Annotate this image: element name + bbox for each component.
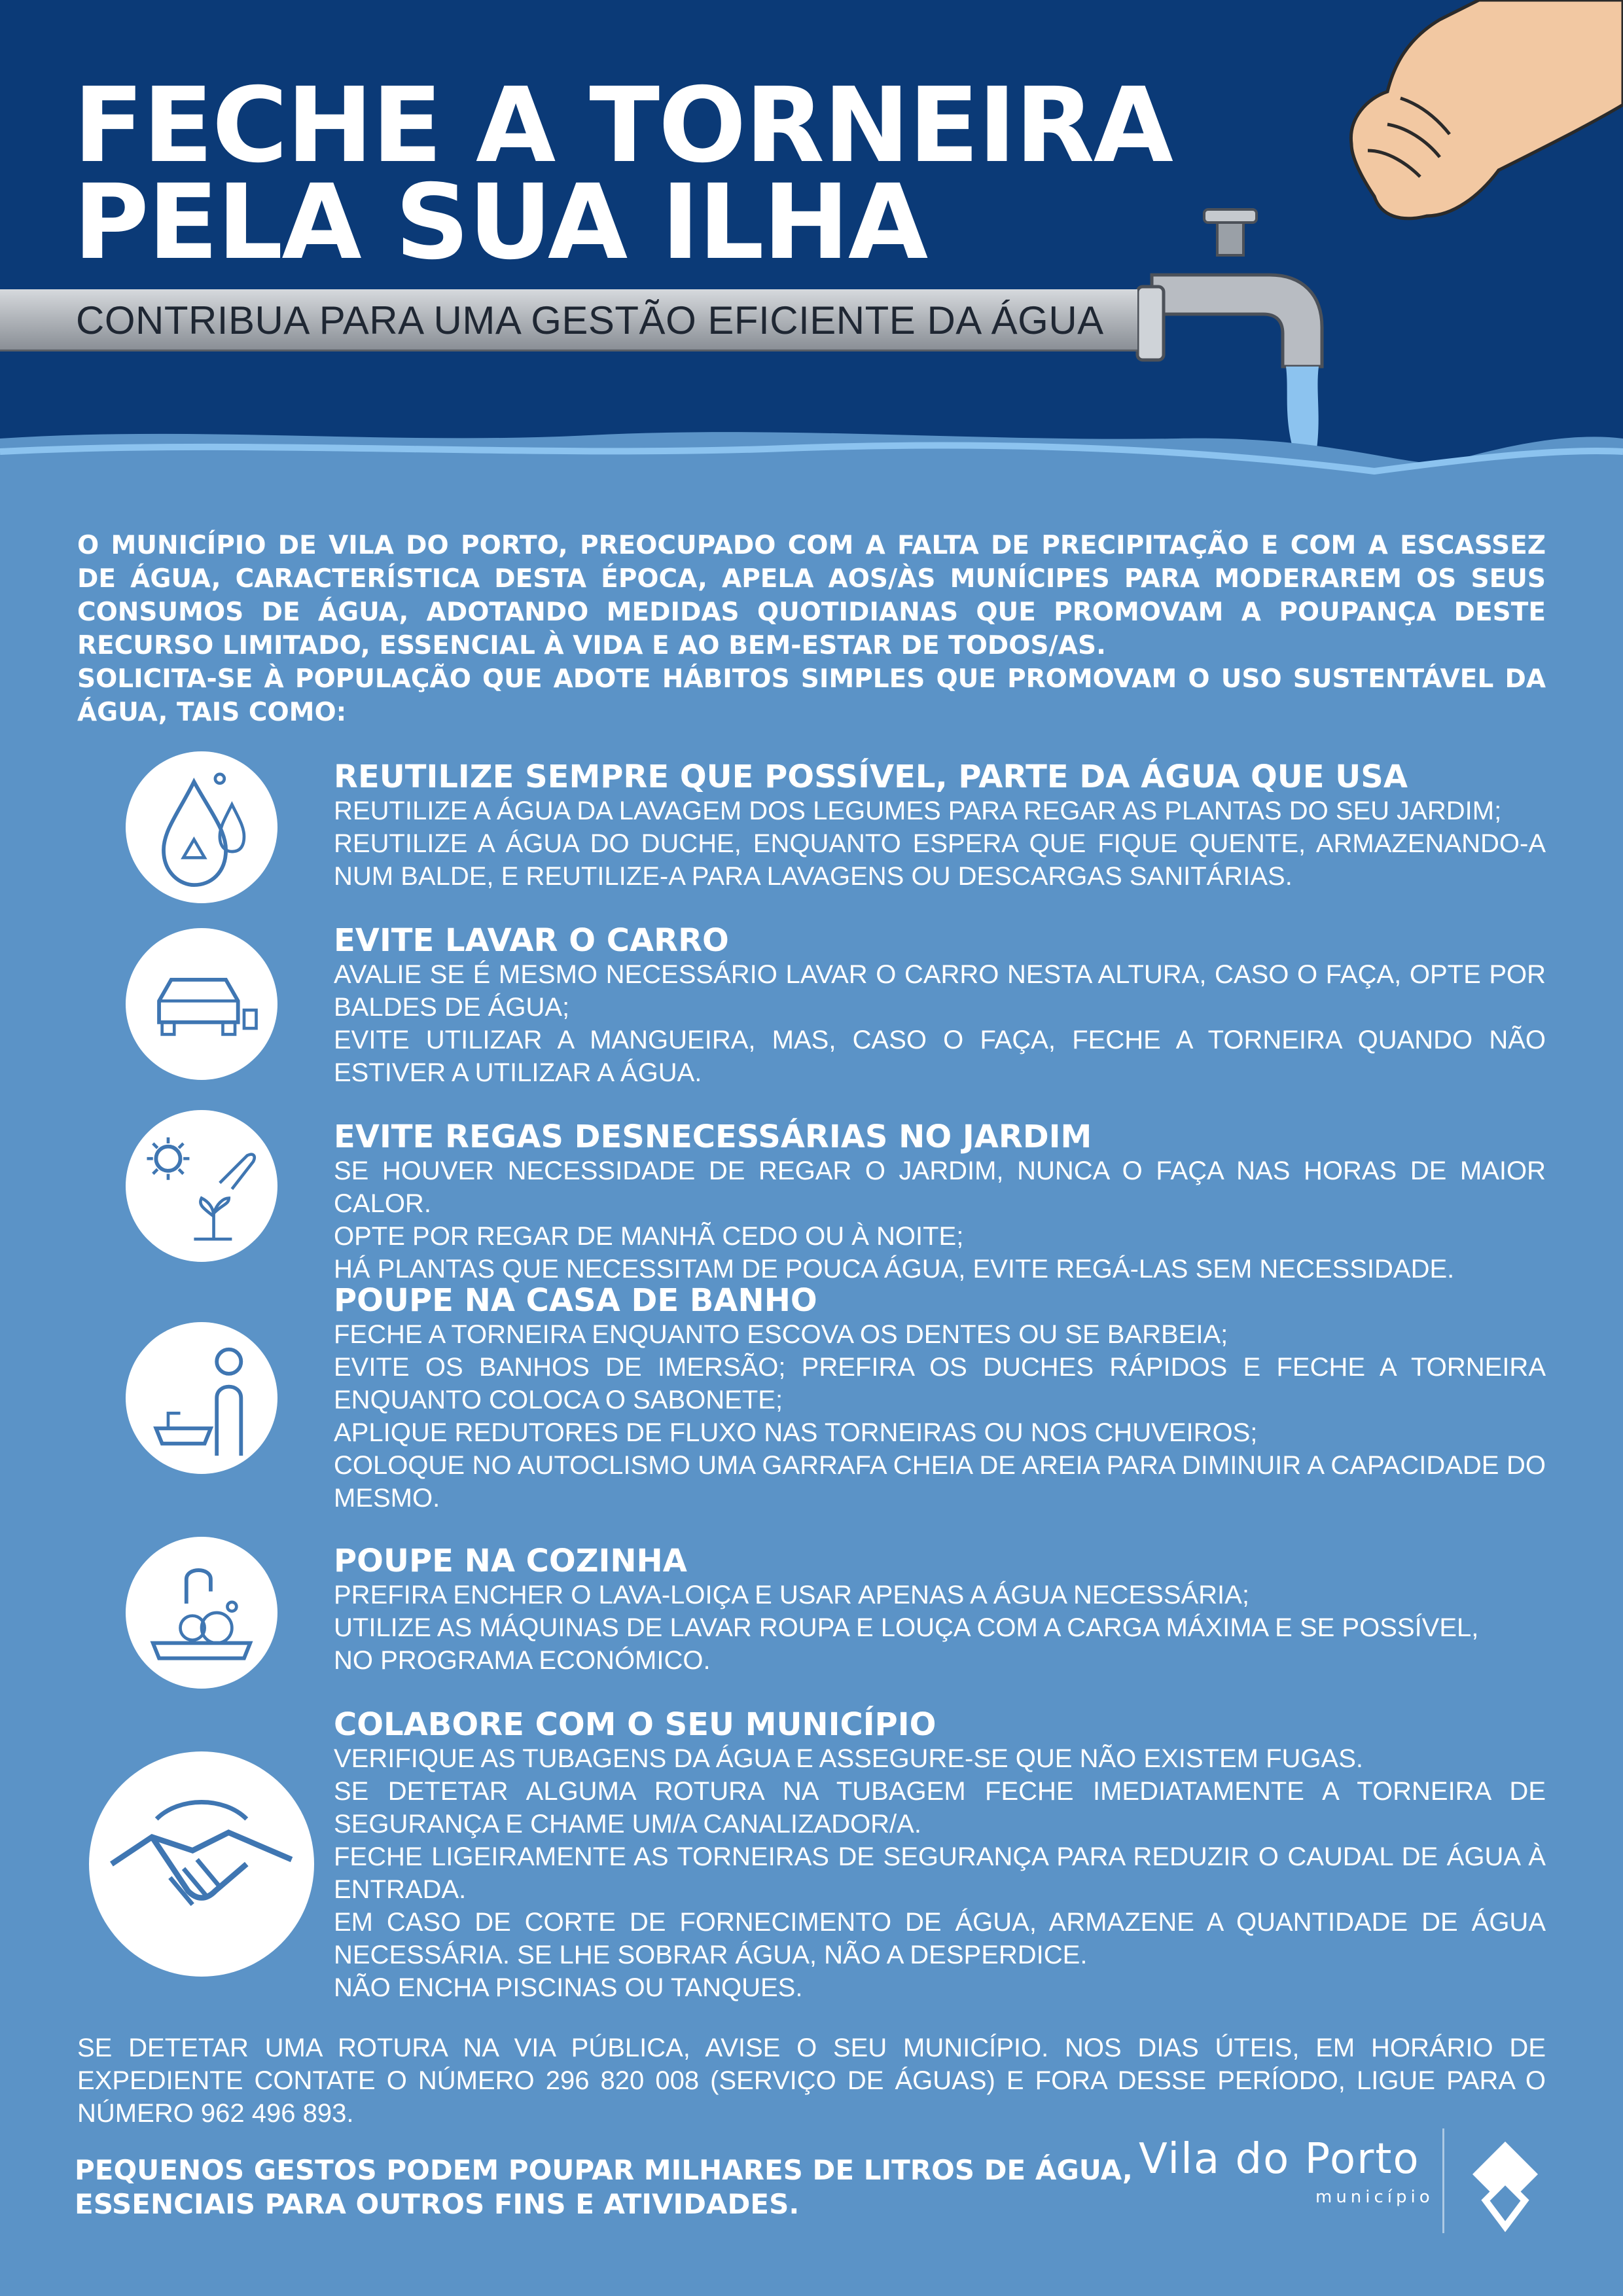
tip-line: EVITE OS BANHOS DE IMERSÃO; PREFIRA OS DUCHES RÁPIDOS E FECHE A TORNEIRA ENQUANTO COLOCA O SABONETE; xyxy=(334,1353,1546,1414)
pipe-banner xyxy=(0,289,1137,351)
report-leak-text: SE DETETAR UMA ROTURA NA VIA PÚBLICA, AVISE O SEU MUNICÍPIO. NOS DIAS ÚTEIS, EM HORÁRIO DE EXPEDIENTE CONTATE O NÚMERO 296 820 008 (SERVIÇO DE ÁGUAS) E FORA DESSE PERÍODO, LIGUE PARA O NÚMERO 962 496 893. xyxy=(77,2034,1546,2128)
tip-line: SE DETETAR ALGUMA ROTURA NA TUBAGEM FECHE IMEDIATAMENTE A TORNEIRA DE SEGURANÇA E CHAME UM/A CANALIZADOR/A. xyxy=(334,1777,1546,1839)
tip-line: REUTILIZE A ÁGUA DO DUCHE, ENQUANTO ESPERA QUE FIQUE QUENTE, ARMAZENANDO-A NUM BALDE, E REUTILIZE-A PARA LAVAGENS OU DESCARGAS SANITÁRIAS. xyxy=(334,829,1546,891)
tip-bathroom xyxy=(334,1283,1546,1515)
logo-name: Vila do Porto xyxy=(1139,2135,1420,2183)
tip-line: PREFIRA ENCHER O LAVA-LOIÇA E USAR APENAS A ÁGUA NECESSÁRIA; xyxy=(334,1581,1249,1609)
tip-title: REUTILIZE SEMPRE QUE POSSÍVEL, PARTE DA ÁGUA QUE USA xyxy=(334,759,1408,795)
closing-message xyxy=(75,2153,1133,2221)
page-title xyxy=(73,65,1172,283)
water-drop-recycle-icon xyxy=(126,751,277,903)
closing-line-2: ESSENCIAIS PARA OUTROS FINS E ATIVIDADES. xyxy=(75,2188,800,2220)
closing-line-1: PEQUENOS GESTOS PODEM POUPAR MILHARES DE LITROS DE ÁGUA, xyxy=(75,2154,1133,2186)
car-icon xyxy=(126,928,277,1080)
tip-line: FECHE LIGEIRAMENTE AS TORNEIRAS DE SEGURANÇA PARA REDUZIR O CAUDAL DE ÁGUA À ENTRADA. xyxy=(334,1842,1546,1904)
tip-line: UTILIZE AS MÁQUINAS DE LAVAR ROUPA E LOUÇA COM A CARGA MÁXIMA E SE POSSÍVEL, xyxy=(334,1613,1479,1642)
tip-municipality xyxy=(334,1707,1546,2004)
tip-kitchen xyxy=(334,1543,1546,1677)
tip-line: VERIFIQUE AS TUBAGENS DA ÁGUA E ASSEGURE-SE QUE NÃO EXISTEM FUGAS. xyxy=(334,1744,1363,1773)
tip-line: EM CASO DE CORTE DE FORNECIMENTO DE ÁGUA, ARMAZENE A QUANTIDADE DE ÁGUA NECESSÁRIA. SE LHE SOBRAR ÁGUA, NÃO A DESPERDICE. xyxy=(334,1908,1546,1969)
tip-line: COLOQUE NO AUTOCLISMO UMA GARRAFA CHEIA DE AREIA PARA DIMINUIR A CAPACIDADE DO MESMO. xyxy=(334,1451,1546,1513)
page-subtitle: CONTRIBUA PARA UMA GESTÃO EFICIENTE DA ÁGUA xyxy=(76,298,1104,342)
tip-line: SE HOUVER NECESSIDADE DE REGAR O JARDIM, NUNCA O FAÇA NAS HORAS DE MAIOR CALOR. xyxy=(334,1157,1546,1218)
tip-line: FECHE A TORNEIRA ENQUANTO ESCOVA OS DENTES OU SE BARBEIA; xyxy=(334,1320,1228,1349)
kitchen-sink-icon xyxy=(126,1537,277,1689)
bathroom-icon xyxy=(126,1322,277,1474)
intro-paragraph-1: O MUNICÍPIO DE VILA DO PORTO, PREOCUPADO COM A FALTA DE PRECIPITAÇÃO E COM A ESCASSEZ DE ÁGUA, CARACTERÍSTICA DESTA ÉPOCA, APELA AOS/ÀS MUNÍCIPES PARA MODERAREM OS SEUS CONSUMOS DE ÁGUA, ADOTANDO MEDIDAS QUOTIDIANAS QUE PROMOVAM A POUPANÇA DESTE RECURSO LIMITADO, ESSENCIAL À VIDA E AO BEM-ESTAR DE TODOS/AS. xyxy=(77,531,1546,660)
tip-title: COLABORE COM O SEU MUNICÍPIO xyxy=(334,1706,936,1743)
intro-paragraph-2: SOLICITA-SE À POPULAÇÃO QUE ADOTE HÁBITOS SIMPLES QUE PROMOVAM O USO SUSTENTÁVEL DA ÁGUA, TAIS COMO: xyxy=(77,664,1546,727)
tip-title: EVITE LAVAR O CARRO xyxy=(334,922,729,959)
tip-line: REUTILIZE A ÁGUA DA LAVAGEM DOS LEGUMES PARA REGAR AS PLANTAS DO SEU JARDIM; xyxy=(334,797,1502,825)
tip-title: POUPE NA CASA DE BANHO xyxy=(334,1282,817,1319)
logo-mark-icon xyxy=(1453,2135,1558,2233)
logo-divider xyxy=(1442,2128,1444,2233)
tap-illustration xyxy=(1126,0,1335,458)
tip-garden-watering xyxy=(334,1119,1546,1285)
handshake-icon xyxy=(89,1751,314,1977)
tip-line: HÁ PLANTAS QUE NECESSITAM DE POUCA ÁGUA, EVITE REGÁ-LAS SEM NECESSIDADE. xyxy=(334,1255,1455,1283)
title-line-1: FECHE A TORNEIRA xyxy=(73,65,1172,186)
tip-title: EVITE REGAS DESNECESSÁRIAS NO JARDIM xyxy=(334,1119,1092,1155)
tip-reuse-water xyxy=(334,759,1546,893)
intro-text xyxy=(77,529,1546,729)
tip-line: NÃO ENCHA PISCINAS OU TANQUES. xyxy=(334,1973,803,2002)
title-line-2: PELA SUA ILHA xyxy=(73,162,927,283)
tip-line: EVITE UTILIZAR A MANGUEIRA, MAS, CASO O FAÇA, FECHE A TORNEIRA QUANDO NÃO ESTIVER A UTILIZAR A ÁGUA. xyxy=(334,1026,1546,1087)
tip-line: NO PROGRAMA ECONÓMICO. xyxy=(334,1646,711,1675)
water-waves xyxy=(0,419,1623,504)
logo-subtitle: município xyxy=(1315,2187,1434,2207)
tip-line: APLIQUE REDUTORES DE FLUXO NAS TORNEIRAS OU NOS CHUVEIROS; xyxy=(334,1418,1258,1447)
tip-title: POUPE NA COZINHA xyxy=(334,1543,687,1579)
tip-line: OPTE POR REGAR DE MANHÃ CEDO OU À NOITE; xyxy=(334,1222,964,1251)
sun-watering-icon xyxy=(126,1110,277,1262)
vila-do-porto-logo xyxy=(1139,2135,1558,2233)
tip-line: AVALIE SE É MESMO NECESSÁRIO LAVAR O CARRO NESTA ALTURA, CASO O FAÇA, OPTE POR BALDES DE ÁGUA; xyxy=(334,960,1546,1022)
tip-car-wash xyxy=(334,923,1546,1089)
